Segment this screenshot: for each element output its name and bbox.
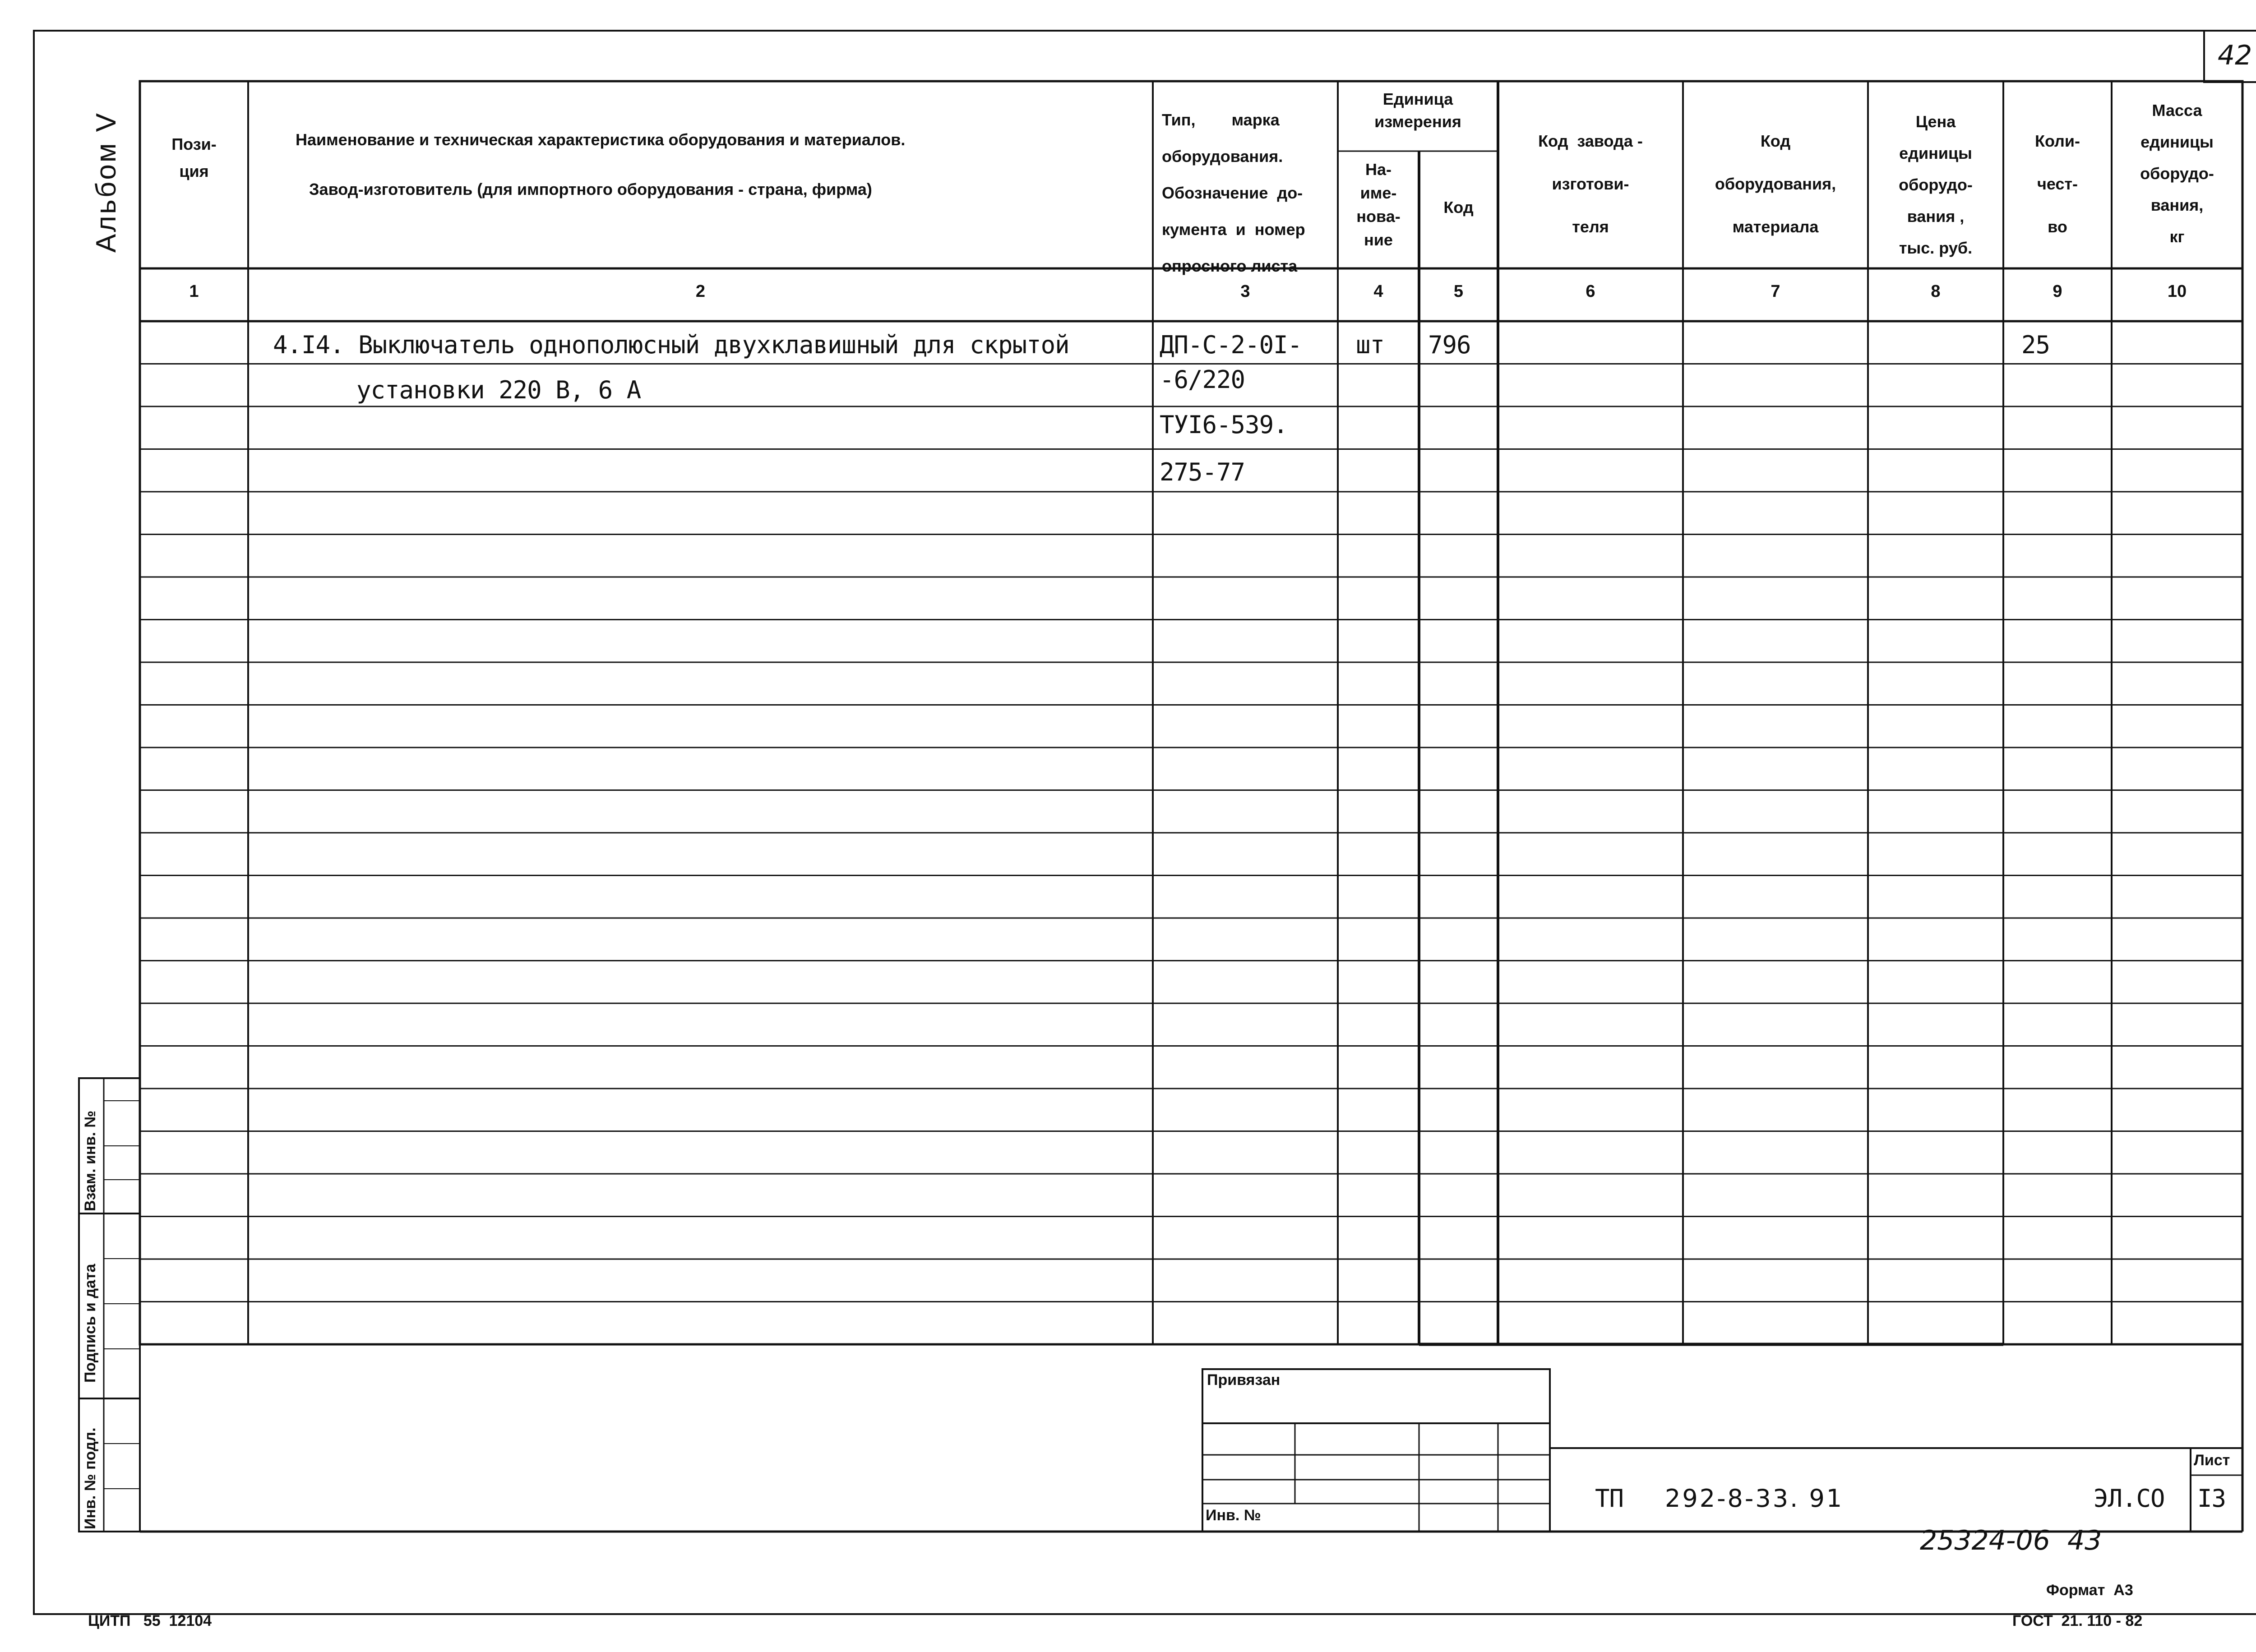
header-equipment-line: материала: [1732, 217, 1819, 236]
header-unit-name-line: ние: [1364, 231, 1393, 249]
header-unit-name-line: На-: [1365, 160, 1392, 179]
column-number: 6: [1586, 282, 1595, 301]
header-unit-name-line: име-: [1360, 184, 1397, 202]
column-number: 3: [1240, 282, 1250, 301]
header-type: [1162, 102, 1305, 284]
header-quantity-line: чест-: [2037, 175, 2078, 193]
header-type-line: кумента и номер: [1162, 220, 1305, 239]
column-number: 9: [2053, 282, 2062, 301]
header-mass-line: кг: [2169, 227, 2185, 246]
row-name: 4.I4. Выключатель однополюсный двухклавишный для скрытой: [273, 331, 1069, 359]
header-price-line: оборудо-: [1899, 175, 1973, 194]
privyazan-label: Привязан: [1207, 1371, 1281, 1389]
row-unit: шт: [1356, 331, 1385, 359]
header-unit-line: Единица: [1382, 90, 1453, 108]
column-number: 1: [189, 282, 199, 301]
header-position-line: ция: [179, 162, 209, 180]
header-factory-line: Код завода -: [1538, 132, 1643, 150]
header-unit-name-line: нова-: [1356, 207, 1401, 226]
header-price-line: Цена: [1915, 112, 1956, 131]
header-unit-code: Код: [1443, 198, 1474, 217]
header-type-line: опросного листа: [1162, 257, 1298, 275]
header-mass-line: оборудо-: [2140, 164, 2214, 183]
header-equipment-line: оборудования,: [1715, 175, 1836, 193]
header-mass-line: Масса: [2152, 101, 2202, 120]
header-position-line: Пози-: [171, 135, 217, 153]
doc-suffix: ЭЛ.СО: [2094, 1484, 2165, 1513]
column-number: 10: [2167, 282, 2187, 301]
column-number: 4: [1373, 282, 1383, 301]
format-label: Формат А3: [2046, 1582, 2133, 1599]
header-position: [140, 131, 248, 185]
stamp-vzam-label: Взам. инв. №: [82, 1110, 99, 1211]
header-unit-group: [1338, 88, 1498, 133]
header-price-line: тыс. руб.: [1899, 239, 1973, 257]
header-factory-line: изготови-: [1552, 175, 1629, 193]
header-name-line2: Завод-изготовитель (для импортного оборудования - страна, фирма): [309, 180, 872, 198]
stamp-podpis-label: Подпись и дата: [82, 1264, 99, 1383]
header-quantity-line: Коли-: [2034, 132, 2080, 150]
header-equipment-line: Код: [1760, 132, 1791, 150]
row-type: ДП-С-2-0I-: [1160, 331, 1302, 359]
column-number: 2: [695, 282, 706, 301]
row-code: 796: [1428, 331, 1471, 359]
header-quantity: [2003, 120, 2112, 248]
header-type-line: оборудования.: [1162, 147, 1283, 166]
row-quantity: 25: [2021, 331, 2050, 359]
header-unit-line: измерения: [1374, 112, 1461, 131]
header-factory-line: теля: [1572, 217, 1609, 236]
header-type-line: Обозначение до-: [1162, 184, 1303, 202]
sheet-number: I3: [2197, 1484, 2226, 1513]
header-unit-name: [1338, 158, 1419, 252]
printer-label: ЦИТП 55 12104: [88, 1612, 212, 1629]
header-mass: [2112, 95, 2242, 253]
column-number: 7: [1771, 282, 1780, 301]
sheet-label: Лист: [2194, 1452, 2230, 1469]
doc-prefix: ТП: [1595, 1484, 1624, 1513]
header-equipment-code: [1683, 120, 1868, 248]
row-type: ТУI6-539.: [1160, 411, 1288, 439]
header-price: [1868, 106, 2003, 264]
header-quantity-line: во: [2048, 217, 2067, 236]
archive-number: 25324-06 43: [1920, 1525, 2102, 1556]
inv-no-label: Инв. №: [1206, 1507, 1261, 1524]
stamp-inv-label: Инв. № подл.: [82, 1427, 99, 1529]
header-price-line: вания ,: [1907, 207, 1965, 226]
header-type-line: Тип, марка: [1162, 111, 1280, 129]
album-label: Альбом V: [91, 111, 122, 253]
column-number: 8: [1931, 282, 1941, 301]
header-mass-line: единицы: [2140, 133, 2214, 151]
doc-number: 292-8-33. 91: [1665, 1484, 1844, 1513]
header-name-line1: Наименование и техническая характеристика оборудования и материалов.: [296, 130, 906, 149]
row-type: 275-77: [1160, 458, 1245, 486]
header-factory-code: [1498, 120, 1683, 248]
row-type: -6/220: [1160, 365, 1245, 394]
gost-label: ГОСТ 21. 110 - 82: [2012, 1612, 2143, 1629]
header-price-line: единицы: [1899, 144, 1972, 162]
header-mass-line: вания,: [2150, 196, 2204, 214]
column-number: 5: [1453, 282, 1464, 301]
row-name: установки 220 В, 6 А: [356, 376, 641, 404]
page-number: 42: [2218, 40, 2252, 71]
